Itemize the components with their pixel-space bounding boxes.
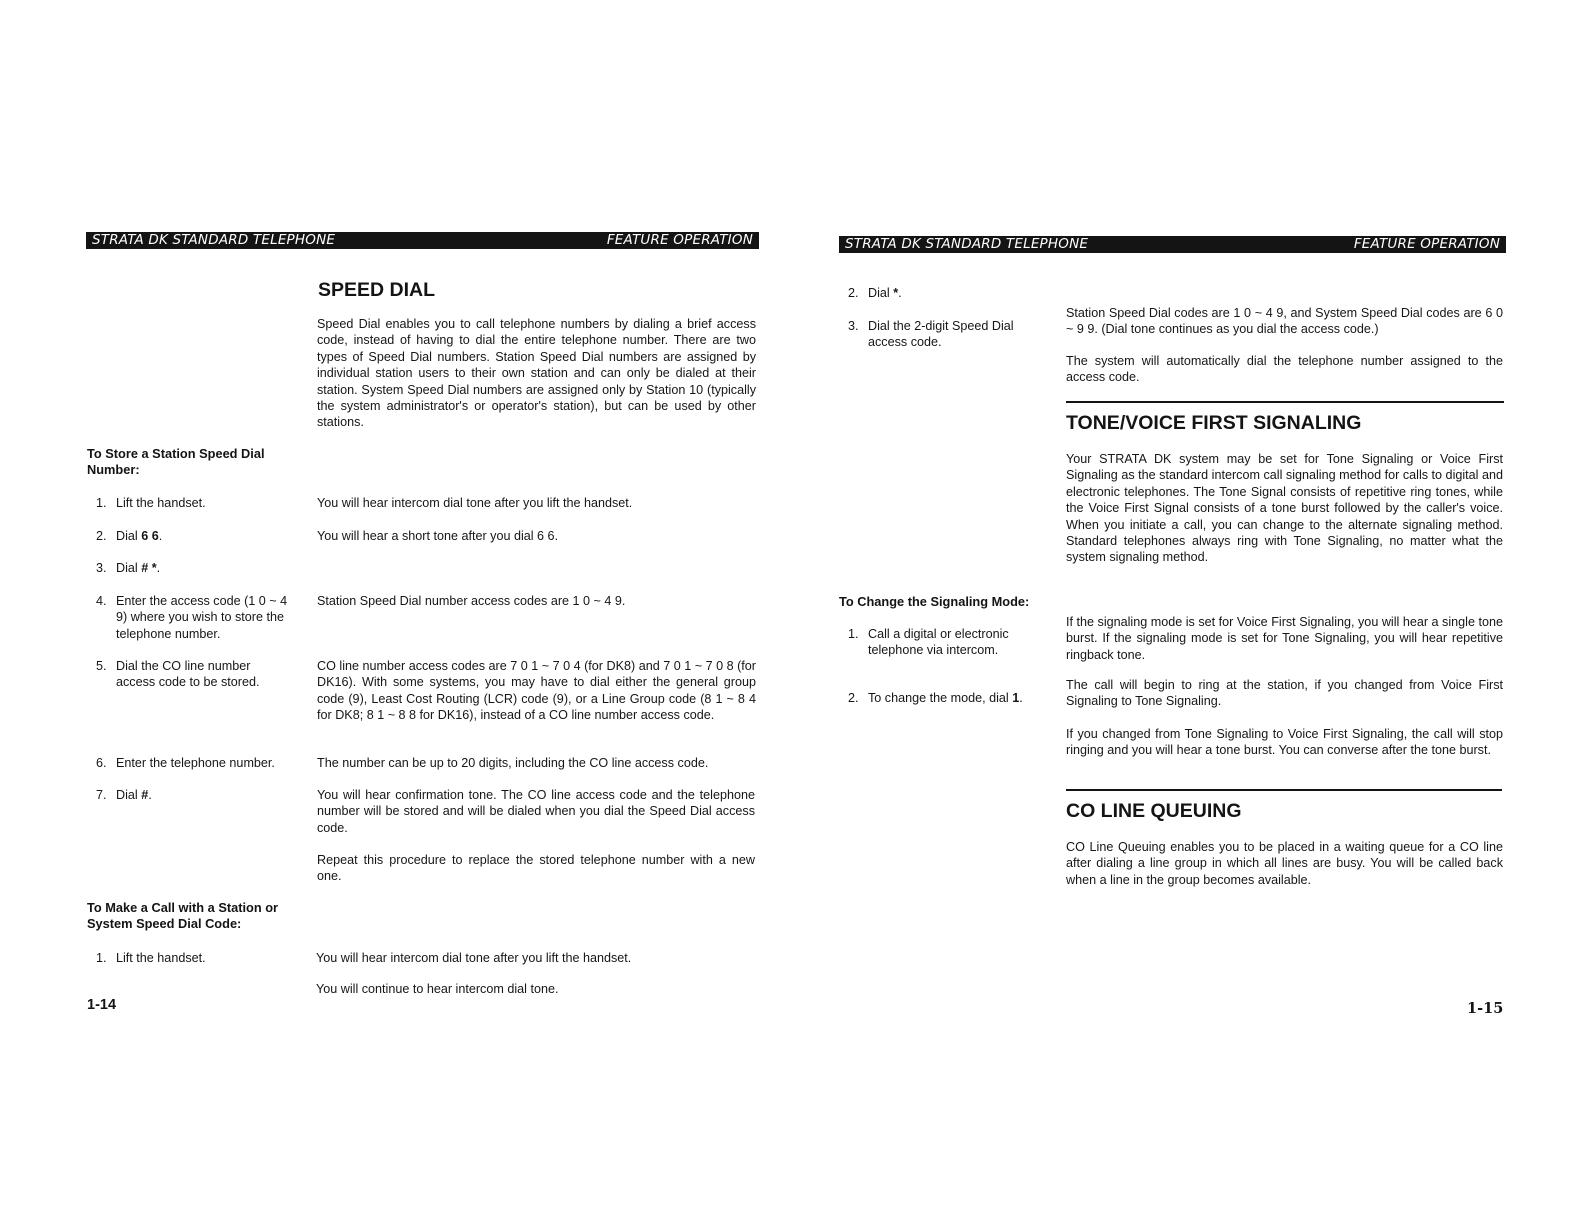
step-text: Dial *.	[868, 286, 902, 300]
step-text: Enter the telephone number.	[116, 756, 275, 770]
right-header-bar	[839, 236, 1506, 253]
queue-section-rule	[1066, 789, 1502, 791]
store-heading: To Store a Station Speed Dial Number:	[87, 446, 265, 478]
speed-dial-intro: Speed Dial enables you to call telephone numbers by dialing a brief access code, instead of having to dial the entire telephone number. There are two types of Speed Dial numbers. Station Speed Dial numbers are assigned by individual station users to their own station and can only be dialed at their station. System Speed Dial numbers are assigned only by Station 10 (typically the system administrator's or operator's station), but can be used by other stations.	[317, 317, 756, 430]
step-number: 2.	[96, 529, 107, 543]
step-number: 3.	[96, 561, 107, 575]
step-text: To change the mode, dial 1.	[868, 691, 1023, 705]
step-text: Dial 6 6.	[116, 529, 163, 543]
step-text: Enter the access code (1 0 ~ 4 9) where you wish to store the telephone number.	[116, 594, 288, 641]
step-number: 2.	[848, 691, 859, 705]
repeat-note: Repeat this procedure to replace the stored telephone number with a new one.	[317, 853, 755, 884]
step-text: Dial #.	[116, 788, 152, 802]
change-step-2-note: The call will begin to ring at the station, if you changed from Voice First Signaling to Tone Signaling.	[1066, 678, 1503, 709]
right-header-title: STRATA DK STANDARD TELEPHONE	[845, 236, 1089, 252]
step-number: 3.	[848, 319, 859, 333]
store-step-2-note: You will hear a short tone after you dial 6 6.	[317, 529, 559, 543]
step-number: 4.	[96, 594, 107, 608]
left-header-section: FEATURE OPERATION	[606, 232, 753, 248]
store-step-4-note: Station Speed Dial number access codes are 1 0 ~ 4 9.	[317, 594, 626, 608]
store-step-7-note: You will hear confirmation tone. The CO line access code and the telephone number will be stored and will be dialed when you dial the Speed Dial access code.	[317, 788, 755, 835]
auto-dial-note: The system will automatically dial the telephone number assigned to the access code.	[1066, 354, 1503, 385]
dial-key: # *	[141, 561, 157, 575]
continue-note: You will continue to hear intercom dial tone.	[316, 982, 559, 996]
right-header-section: FEATURE OPERATION	[1353, 236, 1500, 252]
step-number: 1.	[848, 627, 859, 641]
tone-section-rule	[1066, 401, 1504, 403]
dial-key: 6 6	[141, 529, 159, 543]
co-line-queuing-intro: CO Line Queuing enables you to be placed in a waiting queue for a CO line after dialing a line group in which all lines are busy. You will be called back when a line in the group becomes available.	[1066, 840, 1503, 887]
tone-voice-heading: TONE/VOICE FIRST SIGNALING	[1066, 412, 1362, 434]
call-step-1-note: You will hear intercom dial tone after you lift the handset.	[316, 951, 632, 965]
store-step-5-note: CO line number access codes are 7 0 1 ~ 7 0 4 (for DK8) and 7 0 1 ~ 7 0 8 (for DK16). With some systems, you may have to dial either the general group code (9), Least Cost Routing (LCR) code (9), or a Line Group code (8 1 ~ 8 4 for DK8; 8 1 ~ 8 8 for DK16), instead of a CO line number access code.	[317, 659, 756, 723]
step-number: 7.	[96, 788, 107, 802]
step-number: 5.	[96, 659, 107, 673]
dial-key: *	[893, 286, 899, 300]
store-step-6-note: The number can be up to 20 digits, including the CO line access code.	[317, 756, 709, 770]
step-number: 6.	[96, 756, 107, 770]
speed-dial-heading: SPEED DIAL	[318, 279, 436, 301]
dial-key: 1	[1012, 691, 1020, 705]
change-heading: To Change the Signaling Mode:	[839, 594, 1030, 609]
co-line-queuing-heading: CO LINE QUEUING	[1066, 800, 1242, 822]
step-text: Lift the handset.	[116, 951, 206, 965]
step-text: Dial # *.	[116, 561, 161, 575]
step-number: 2.	[848, 286, 859, 300]
store-step-1-note: You will hear intercom dial tone after you lift the handset.	[317, 496, 633, 510]
step-text: Call a digital or electronic telephone via intercom.	[868, 627, 1009, 658]
step-number: 1.	[96, 496, 107, 510]
left-page-number: 1-14	[87, 997, 117, 1013]
left-header-bar	[86, 232, 759, 249]
right-page-number: 1-15	[1467, 1000, 1504, 1017]
call-heading: To Make a Call with a Station or System Speed Dial Code:	[87, 900, 279, 932]
step-number: 1.	[96, 951, 107, 965]
left-header-title: STRATA DK STANDARD TELEPHONE	[92, 232, 336, 248]
speed-codes-note: Station Speed Dial codes are 1 0 ~ 4 9, and System Speed Dial codes are 6 0 ~ 9 9. (Dial tone continues as you dial the access code.)	[1066, 306, 1503, 337]
change-step-1-note: If the signaling mode is set for Voice First Signaling, you will hear a single tone burst. If the signaling mode is set for Tone Signaling, you will hear repetitive ringback tone.	[1066, 615, 1503, 662]
step-text: Dial the CO line number access code to be stored.	[116, 659, 260, 690]
voice-first-note: If you changed from Tone Signaling to Voice First Signaling, the call will stop ringing and you will hear a tone burst. You can converse after the tone burst.	[1066, 727, 1503, 758]
step-text: Lift the handset.	[116, 496, 206, 510]
step-text: Dial the 2-digit Speed Dial access code.	[868, 319, 1014, 350]
tone-voice-intro: Your STRATA DK system may be set for Tone Signaling or Voice First Signaling as the standard intercom call signaling method for calls to digital and electronic telephones. The Tone Signal consists of repetitive ring tones, while the Voice First Signal consists of a tone burst followed by the caller's voice. When you initiate a call, you can change to the alternate signaling method. Standard telephones always ring with Tone Signaling, no matter what the system signaling method.	[1066, 452, 1503, 565]
dial-key: #	[141, 788, 149, 802]
